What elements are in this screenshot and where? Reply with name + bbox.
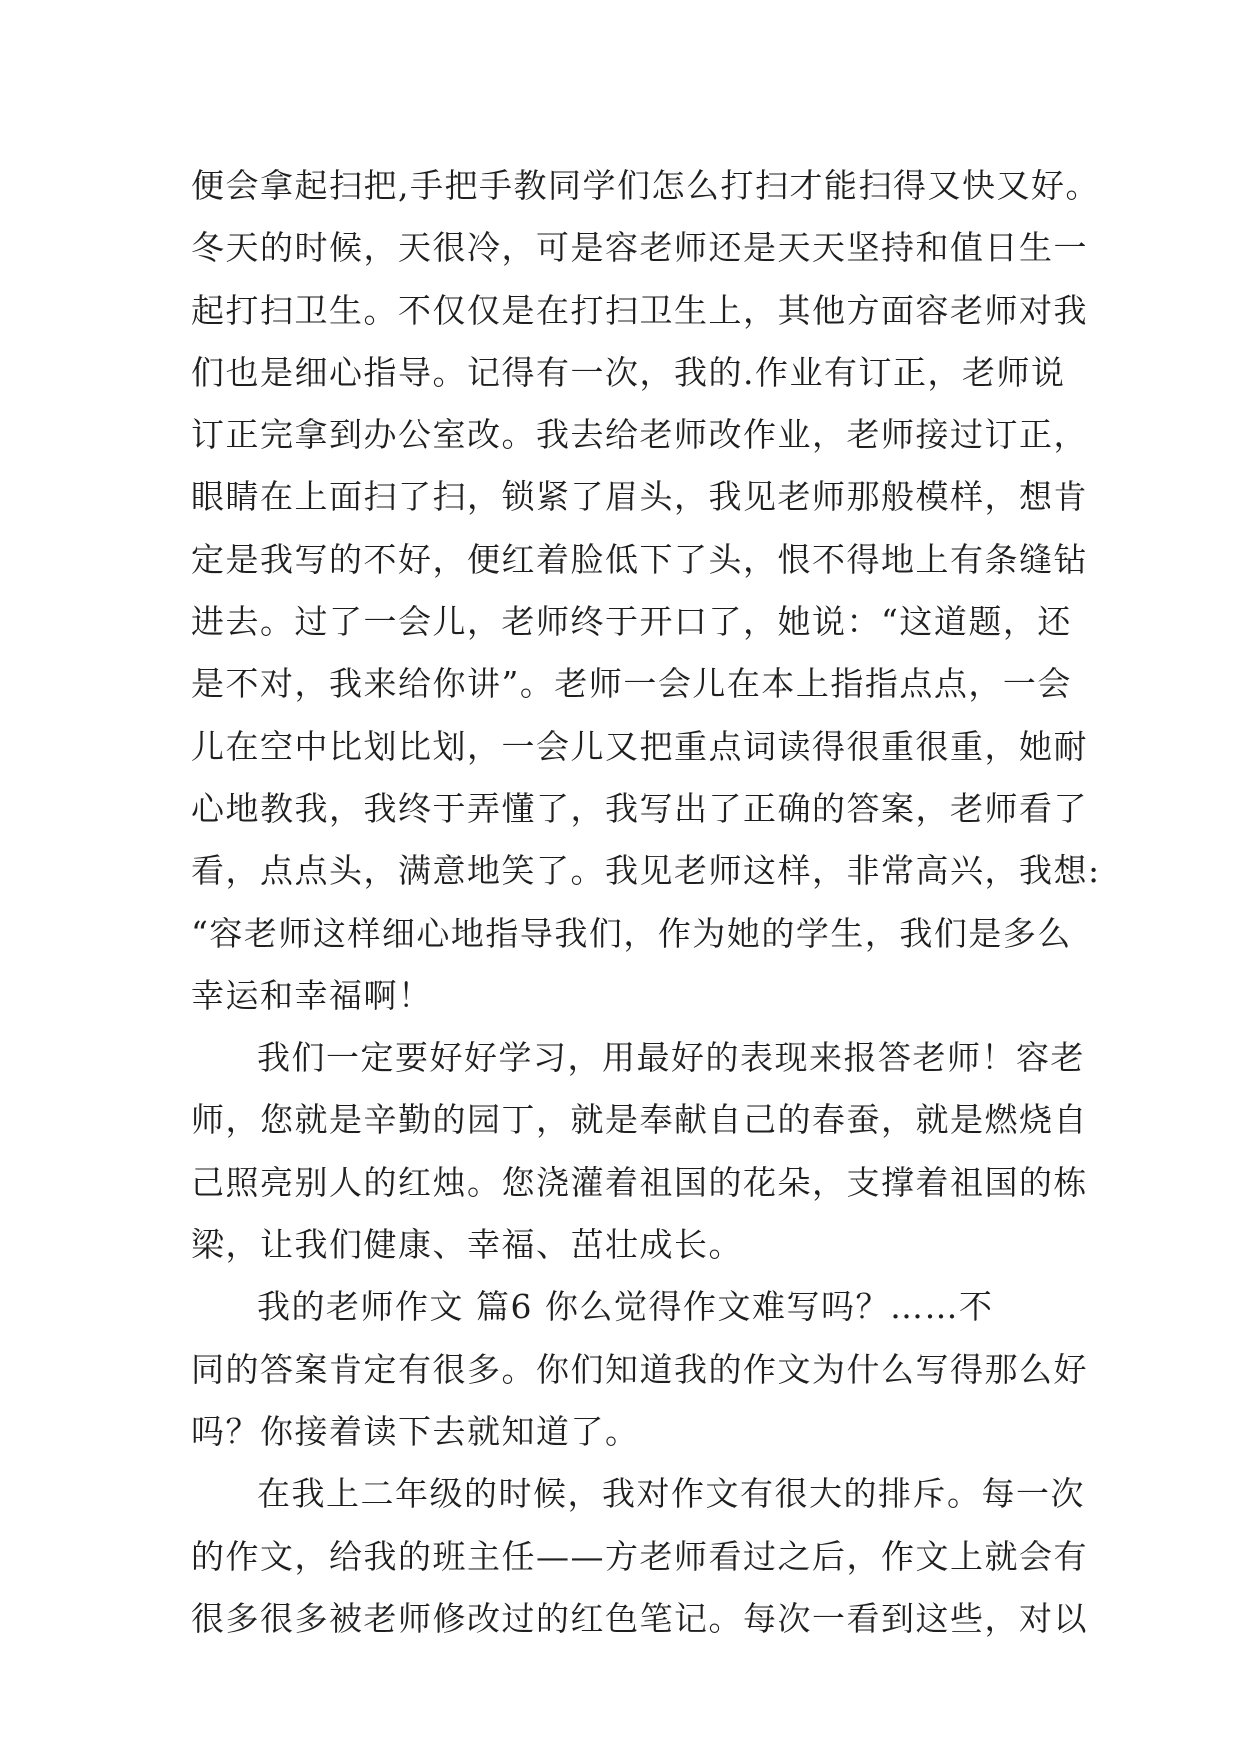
text-line: 儿在空中比划比划，一会儿又把重点词读得很重很重，她耐 [191, 726, 1088, 766]
text-line: 同的答案肯定有很多。你们知道我的作文为什么写得那么好 [191, 1349, 1088, 1389]
paragraph-first-line: 在我上二年级的时候，我对作文有很大的排斥。每一次 [257, 1474, 1085, 1514]
text-line: 吗？你接着读下去就知道了。 [191, 1411, 640, 1451]
text-line: 师，您就是辛勤的园丁，就是奉献自己的春蚕，就是燃烧自 [191, 1100, 1088, 1140]
paragraph-first-line: 我们一定要好好学习，用最好的表现来报答老师！容老 [257, 1038, 1085, 1078]
document-body [191, 155, 1101, 1650]
text-line: 是不对，我来给你讲”。老师一会儿在本上指指点点，一会 [191, 664, 1072, 704]
text-line: 的作文，给我的班主任——方老师看过之后，作文上就会有 [191, 1536, 1088, 1576]
text-line: 心地教我，我终于弄懂了，我写出了正确的答案，老师看了 [191, 788, 1088, 828]
text-line: 便会拿起扫把,手把手教同学们怎么打扫才能扫得又快又好。 [191, 166, 1100, 205]
text-line: 看，点点头，满意地笑了。我见老师这样，非常高兴，我想: [191, 851, 1101, 891]
text-line: 很多很多被老师修改过的红色笔记。每次一看到这些，对以 [191, 1598, 1088, 1638]
text-line: 幸运和幸福啊！ [191, 975, 433, 1015]
text-line: 冬天的时候，天很冷，可是容老师还是天天坚持和值日生一 [191, 228, 1088, 268]
text-line: 起打扫卫生。不仅仅是在打扫卫生上，其他方面容老师对我 [191, 290, 1088, 330]
text-line: 们也是细心指导。记得有一次，我的.作业有订正，老师说 [191, 352, 1066, 392]
text-line: 己照亮别人的红烛。您浇灌着祖国的花朵，支撑着祖国的栋 [191, 1162, 1088, 1202]
text-line: “容老师这样细心地指导我们，作为她的学生，我们是多么 [191, 913, 1072, 953]
text-line: 订正完拿到办公室改。我去给老师改作业，老师接过订正， [191, 415, 1088, 455]
text-line: 定是我写的不好，便红着脸低下了头，恨不得地上有条缝钻 [191, 539, 1088, 579]
section-heading-line: 我的老师作文 篇6 你么觉得作文难写吗？……不 [257, 1287, 994, 1327]
text-line: 眼睛在上面扫了扫，锁紧了眉头，我见老师那般模样，想肯 [191, 477, 1088, 517]
text-line: 进去。过了一会儿，老师终于开口了，她说：“这道题，还 [191, 602, 1072, 642]
text-line: 梁，让我们健康、幸福、茁壮成长。 [191, 1225, 743, 1265]
